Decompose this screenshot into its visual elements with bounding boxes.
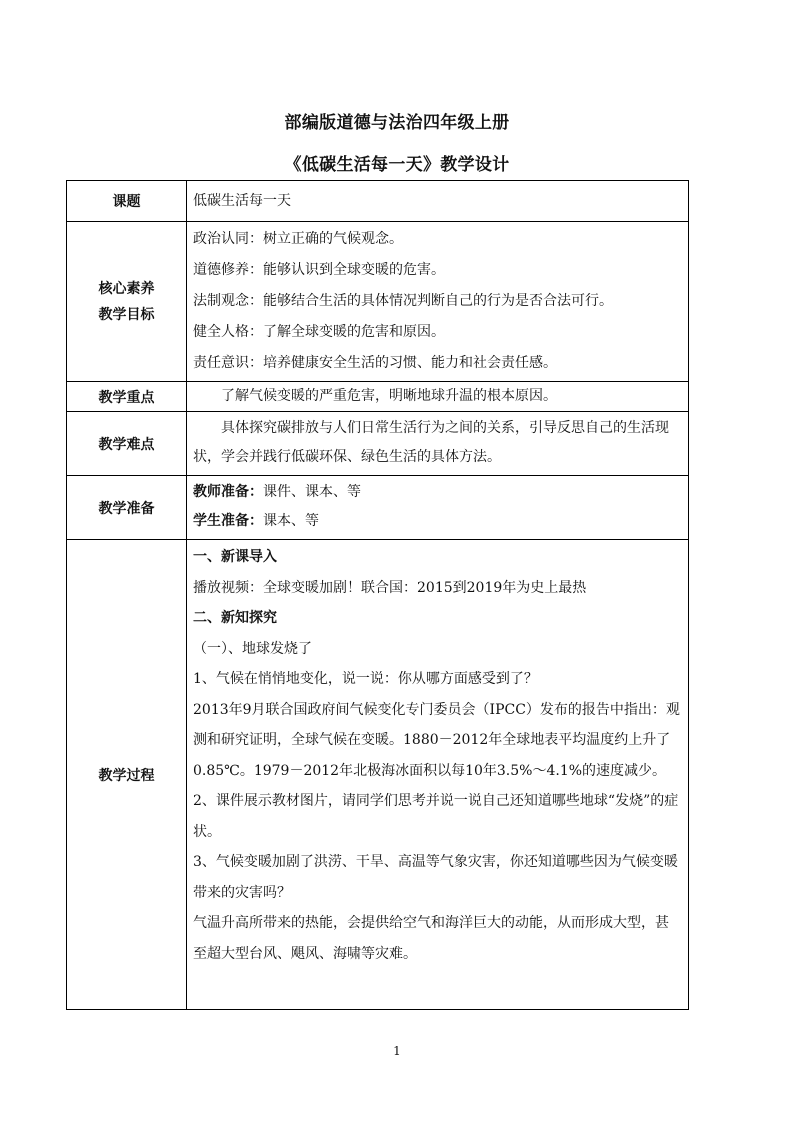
teacher-prep-label: 教师准备：	[193, 484, 263, 500]
document-subtitle: 《低碳生活每一天》教学设计	[284, 155, 510, 175]
row-process	[67, 540, 689, 1010]
question-2: 2、课件展示教材图片，请同学们思考并说一说自己还知道哪些地球“发烧”的症状。	[193, 793, 679, 840]
row-difficulty	[67, 412, 689, 476]
row-focus	[67, 382, 689, 412]
label-focus: 教学重点	[67, 382, 187, 412]
label-process: 教学过程	[67, 540, 187, 1010]
difficulty-text: 具体探究碳排放与人们日常生活行为之间的关系，引导反思自己的生活现状，学会并践行低碳环保、绿色生活的具体方法。	[193, 420, 669, 465]
topic-text: 低碳生活每一天	[193, 192, 291, 209]
goal-item: 道德修养：能够认识到全球变暖的危害。	[193, 262, 445, 278]
document-title: 部编版道德与法治四年级上册	[284, 113, 510, 133]
goal-item: 法制观念：能够结合生活的具体情况判断自己的行为是否合法可行。	[193, 293, 613, 309]
label-goals	[67, 222, 187, 382]
section-heading: 一、新课导入	[193, 549, 277, 565]
focus-content	[187, 382, 689, 412]
student-prep-label: 学生准备：	[193, 513, 263, 529]
topic-value	[187, 181, 689, 222]
section-heading: 二、新知探究	[193, 610, 277, 626]
subsection-heading: （一）、地球发烧了	[193, 640, 312, 657]
student-prep	[193, 507, 682, 536]
goal-item: 健全人格：了解全球变暖的危害和原因。	[193, 324, 445, 340]
label-goals-line1: 核心素养	[98, 280, 155, 297]
label-prep: 教学准备	[67, 476, 187, 540]
question-1: 1、气候在悄悄地变化，说一说：你从哪方面感受到了？	[193, 671, 538, 687]
question-3: 3、气候变暖加剧了洪涝、干旱、高温等气象灾害，你还知道哪些因为气候变暖带来的灾害吗？	[193, 854, 678, 901]
student-prep-value: 课本、等	[263, 513, 319, 529]
lesson-plan-table	[66, 180, 689, 1010]
goal-item: 政治认同：树立正确的气候观念。	[193, 231, 403, 247]
teacher-prep	[193, 478, 682, 507]
label-difficulty: 教学难点	[67, 412, 187, 476]
video-line: 播放视频：全球变暖加剧！联合国：2015到2019年为史上最热	[193, 579, 587, 596]
page-number: 1	[393, 1044, 401, 1058]
row-topic	[67, 181, 689, 222]
process-content	[187, 540, 689, 1010]
heat-paragraph: 气温升高所带来的热能，会提供给空气和海洋巨大的动能，从而形成大型，甚至超大型台风、飓风、海啸等灾难。	[193, 915, 669, 962]
difficulty-content	[187, 412, 689, 476]
prep-content	[187, 476, 689, 540]
teacher-prep-value: 课件、课本、等	[263, 484, 361, 500]
row-prep	[67, 476, 689, 540]
row-goals	[67, 222, 689, 382]
ipcc-paragraph: 2013年9月联合国政府间气候变化专门委员会（IPCC）发布的报告中指出：观测和研究证明，全球气候在变暖。1880－2012年全球地表平均温度约上升了0.85℃。1979－2012年北极海冰面积以每10年3.5%～4.1%的速度减少。	[193, 701, 680, 779]
label-goals-line2: 教学目标	[98, 306, 155, 323]
goals-content	[187, 222, 689, 382]
goal-item: 责任意识：培养健康安全生活的习惯、能力和社会责任感。	[193, 355, 557, 371]
label-topic: 课题	[67, 181, 187, 222]
focus-text: 了解气候变暖的严重危害，明晰地球升温的根本原因。	[221, 388, 557, 404]
